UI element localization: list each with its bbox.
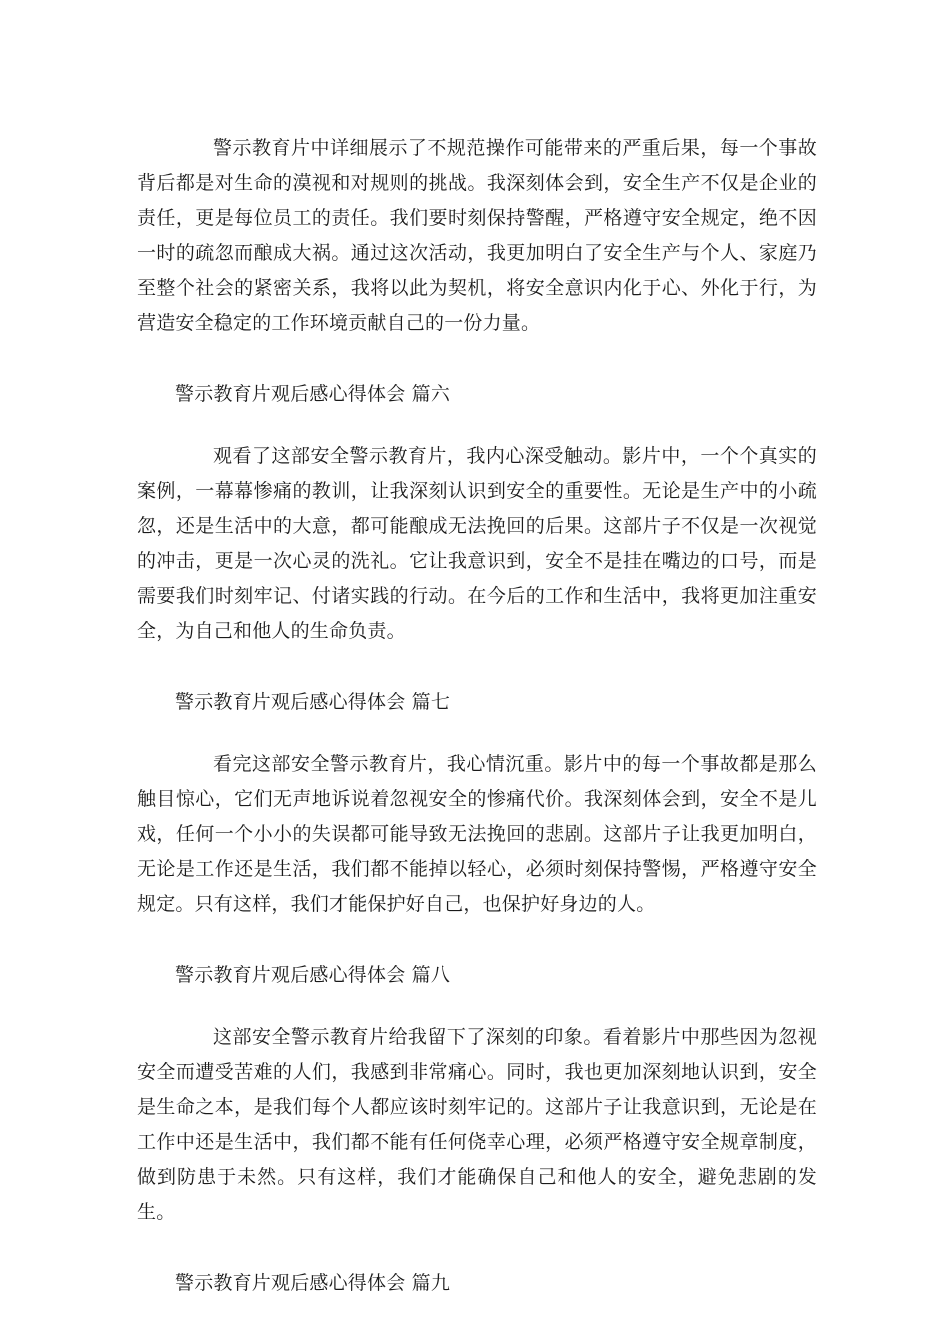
paragraph-continued: 警示教育片中详细展示了不规范操作可能带来的严重后果，每一个事故背后都是对生命的漠视和对规则的挑战。我深刻体会到，安全生产不仅是企业的责任，更是每位员工的责任。我们要时刻保持警醒，严格遵守安全规定，绝不因一时的疏忽而酿成大祸。通过这次活动，我更加明白了安全生产与个人、家庭乃至整个社会的紧密关系，我将以此为契机，将安全意识内化于心、外化于行，为营造安全稳定的工作环境贡献自己的一份力量。 (137, 137, 817, 334)
paragraph-section-6: 观看了这部安全警示教育片，我内心深受触动。影片中，一个个真实的案例，一幕幕惨痛的教训，让我深刻认识到安全的重要性。无论是生产中的小疏忽，还是生活中的大意，都可能酿成无法挽回的后果。这部片子不仅是一次视觉的冲击，更是一次心灵的洗礼。它让我意识到，安全不是挂在嘴边的口号，而是需要我们时刻牢记、付诸实践的行动。在今后的工作和生活中，我将更加注重安全，为自己和他人的生命负责。 (137, 445, 817, 642)
paragraph-section-7: 看完这部安全警示教育片，我心情沉重。影片中的每一个事故都是那么触目惊心，它们无声地诉说着忽视安全的惨痛代价。我深刻体会到，安全不是儿戏，任何一个小小的失误都可能导致无法挽回的悲剧。这部片子让我更加明白，无论是工作还是生活，我们都不能掉以轻心，必须时刻保持警惕，严格遵守安全规定。只有这样，我们才能保护好自己，也保护好身边的人。 (137, 753, 817, 915)
paragraph-section-8: 这部安全警示教育片给我留下了深刻的印象。看着影片中那些因为忽视安全而遭受苦难的人们，我感到非常痛心。同时，我也更加深刻地认识到，安全是生命之本，是我们每个人都应该时刻牢记的。这部片子让我意识到，无论是在工作中还是生活中，我们都不能有任何侥幸心理，必须严格遵守安全规章制度，做到防患于未然。只有这样，我们才能确保自己和他人的安全，避免悲剧的发生。 (137, 1026, 817, 1223)
section-heading-9: 警示教育片观后感心得体会 篇九 (175, 1272, 451, 1294)
document-body (137, 131, 817, 1328)
section-heading-8: 警示教育片观后感心得体会 篇八 (175, 964, 451, 986)
section-heading-6: 警示教育片观后感心得体会 篇六 (175, 383, 451, 405)
section-heading-7: 警示教育片观后感心得体会 篇七 (175, 691, 451, 713)
